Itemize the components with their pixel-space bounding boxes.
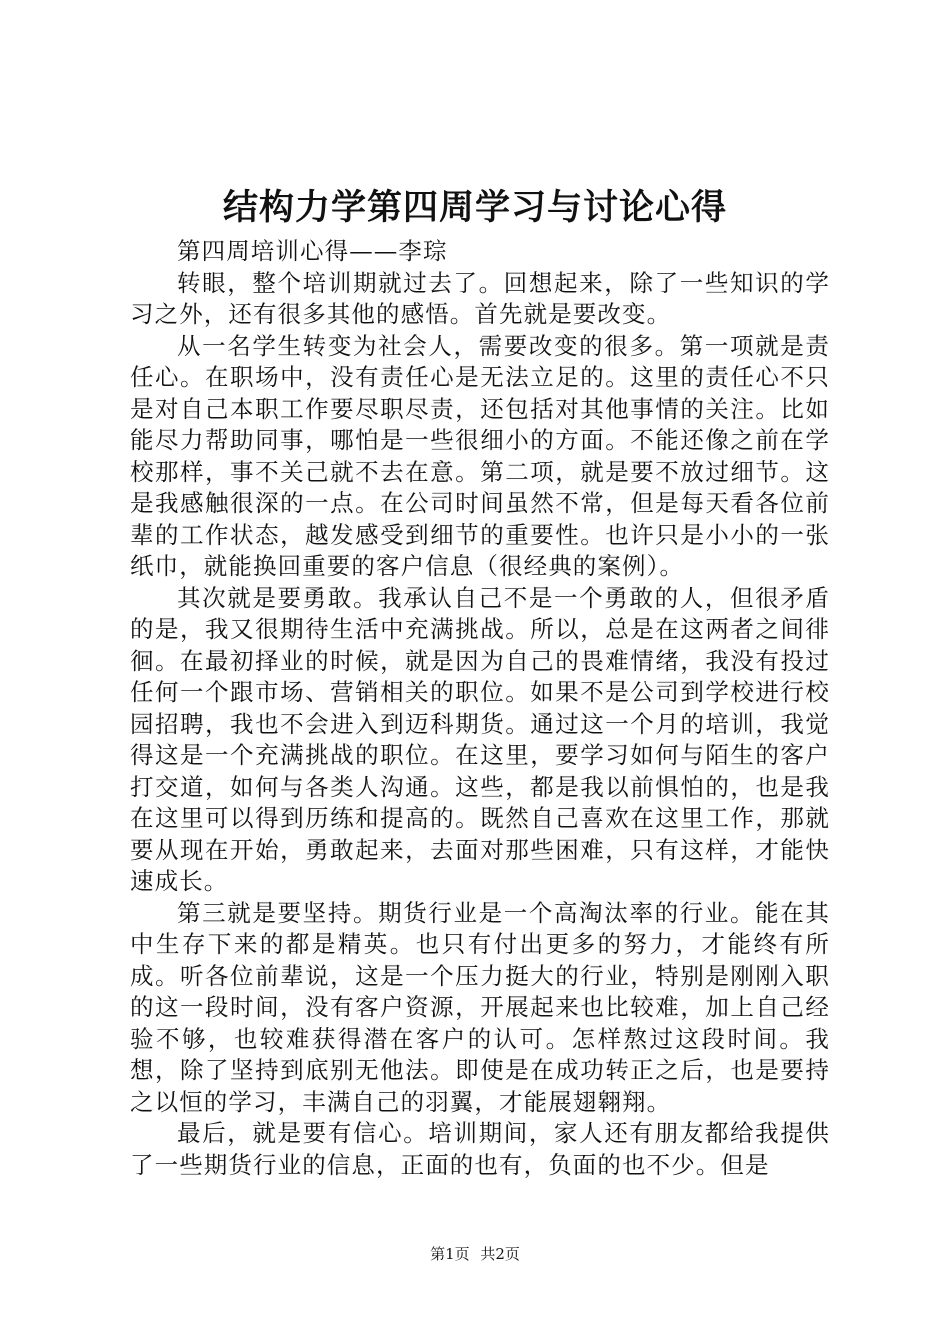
page-footer [0,1244,950,1264]
paragraph: 转眼，整个培训期就过去了。回想起来，除了一些知识的学习之外，还有很多其他的感悟。首先就是要改变。 [130,268,830,328]
author-line: 第四周培训心得——李琮 [177,237,448,265]
paragraph: 最后，就是要有信心。培训期间，家人还有朋友都给我提供了一些期货行业的信息，正面的也有，负面的也不少。但是 [130,1119,830,1179]
document-body [130,236,830,1181]
page-number: 第1页 [430,1245,470,1263]
paragraph: 从一名学生转变为社会人，需要改变的很多。第一项就是责任心。在职场中，没有责任心是无法立足的。这里的责任心不只是对自己本职工作要尽职尽责，还包括对其他事情的关注。比如能尽力帮助同事，哪怕是一些很细小的方面。不能还像之前在学校那样，事不关己就不去在意。第二项，就是要不放过细节。这是我感触很深的一点。在公司时间虽然不常，但是每天看各位前辈的工作状态，越发感受到细节的重要性。也许只是小小的一张纸巾，就能换回重要的客户信息（很经典的案例）。 [130,331,830,580]
paragraph: 其次就是要勇敢。我承认自己不是一个勇敢的人，但很矛盾的是，我又很期待生活中充满挑战。所以，总是在这两者之间徘徊。在最初择业的时候，就是因为自己的畏难情绪，我没有投过任何一个跟市场、营销相关的职位。如果不是公司到学校进行校园招聘，我也不会进入到迈科期货。通过这一个月的培训，我觉得这是一个充满挑战的职位。在这里，要学习如何与陌生的客户打交道，如何与各类人沟通。这些，都是我以前惧怕的，也是我在这里可以得到历练和提高的。既然自己喜欢在这里工作，那就要从现在开始，勇敢起来，去面对那些困难，只有这样，才能快速成长。 [130,583,830,895]
page-total: 共2页 [480,1245,520,1263]
document-title: 结构力学第四周学习与讨论心得 [222,187,727,228]
paragraph: 第三就是要坚持。期货行业是一个高淘汰率的行业。能在其中生存下来的都是精英。也只有付出更多的努力，才能终有所成。听各位前辈说，这是一个压力挺大的行业，特别是刚刚入职的这一段时间，没有客户资源，开展起来也比较难，加上自己经验不够，也较难获得潜在客户的认可。怎样熬过这段时间。我想，除了坚持到底别无他法。即使是在成功转正之后，也是要持之以恒的学习，丰满自己的羽翼，才能展翅翱翔。 [130,898,830,1116]
